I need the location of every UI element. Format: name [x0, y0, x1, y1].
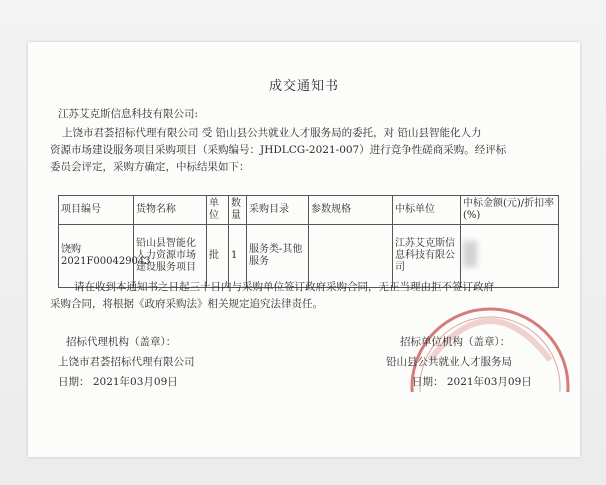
agency-date: 日期： 2021年03月09日: [58, 376, 178, 388]
cell-catalog: 服务类-其他服务: [247, 225, 309, 288]
header-catalog: 采购目录: [247, 196, 309, 225]
header-project-no: 项目编号: [59, 196, 134, 225]
cell-winner: 江苏艾克斯信息科技有限公司: [393, 225, 461, 288]
result-table: [58, 195, 559, 288]
purchaser-label: 招标单位机构（盖章）：: [400, 336, 511, 348]
cell-project-no: 饶购2021F000429043: [59, 225, 134, 288]
header-qty: 数量: [229, 196, 247, 225]
table-header-row: [59, 196, 559, 225]
header-spec: 参数规格: [309, 196, 393, 225]
notice-line-2: 采购合同，将根据《政府采购法》相关规定追究法律责任。: [50, 298, 323, 310]
agency-name: 上饶市君荟招标代理有限公司: [58, 356, 195, 368]
salutation: 江苏艾克斯信息科技有限公司:: [58, 108, 199, 120]
cell-amount: [461, 225, 559, 288]
redacted-amount: [463, 241, 477, 267]
cell-qty: 1: [229, 225, 247, 288]
purchaser-name: 铅山县公共就业人才服务局: [386, 356, 512, 368]
agency-label: 招标代理机构（盖章）：: [66, 336, 177, 348]
header-winner: 中标单位: [393, 196, 461, 225]
notice-line-1: 请在收到本通知书之日起三十日内与采购单位签订政府采购合同，无正当理由拒不签订政府: [74, 281, 494, 293]
cell-spec: [309, 225, 393, 288]
intro-line-1: 上饶市君荟招标代理有限公司 受 铅山县公共就业人才服务局的委托，对 铅山县智能化人力: [62, 127, 482, 139]
notice-document: [28, 42, 580, 457]
table-row: [59, 225, 559, 288]
intro-line-3: 委员会评定，采购方确定，中标结果如下：: [50, 161, 250, 173]
purchaser-date: 日期： 2021年03月09日: [412, 376, 532, 388]
header-unit: 单位: [207, 196, 229, 225]
cell-unit: 批: [207, 225, 229, 288]
header-goods: 货物名称: [134, 196, 207, 225]
document-title: 成交通知书: [268, 79, 339, 94]
header-amount: 中标金额(元)/折扣率(%): [461, 196, 559, 225]
cell-goods: 铅山县智能化人力资源市场建设服务项目: [134, 225, 207, 288]
intro-line-2: 资源市场建设服务项目采购项目（采购编号：JHDLCG-2021-007）进行竞争性磋商采购。经评标: [50, 144, 507, 156]
